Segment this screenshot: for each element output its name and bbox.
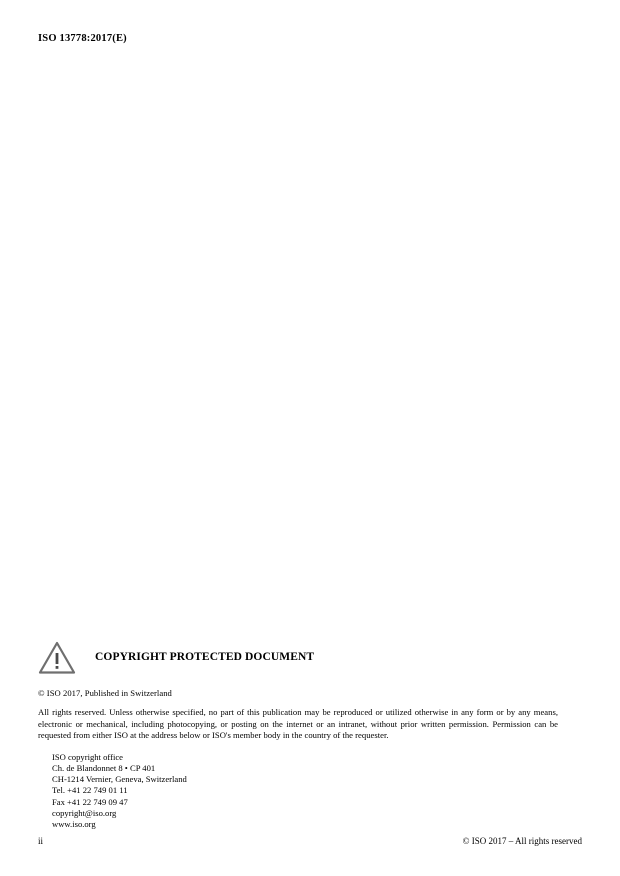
all-rights-reserved-paragraph: All rights reserved. Unless otherwise specified, no part of this publication may be reproduced or utilized otherwise in any form or by any means, electronic or mechanical, including photocopying, or posting on the internet or an intranet, without prior written permission. Permission can be requested from either ISO at the address below or ISO's member body in the country of the requester. bbox=[38, 707, 558, 741]
address-street: Ch. de Blandonnet 8 • CP 401 bbox=[52, 762, 156, 773]
footer-page-number: ii bbox=[38, 836, 44, 846]
standard-reference-header: ISO 13778:2017(E) bbox=[38, 33, 127, 44]
footer-rights-text: © ISO 2017 – All rights reserved bbox=[462, 836, 582, 846]
address-office: ISO copyright office bbox=[52, 751, 123, 762]
page-footer bbox=[38, 836, 582, 850]
copyright-protected-document-block bbox=[38, 640, 558, 830]
copyright-line: © ISO 2017, Published in Switzerland bbox=[38, 688, 172, 698]
iso-copyright-office-address bbox=[52, 752, 558, 830]
address-fax: Fax +41 22 749 09 47 bbox=[52, 796, 128, 807]
address-website: www.iso.org bbox=[52, 819, 96, 829]
copyright-protected-document-title: COPYRIGHT PROTECTED DOCUMENT bbox=[95, 651, 315, 663]
address-city: CH-1214 Vernier, Geneva, Switzerland bbox=[52, 774, 187, 785]
address-email: copyright@iso.org bbox=[52, 807, 117, 818]
copyright-title-row bbox=[38, 640, 558, 674]
address-tel: Tel. +41 22 749 01 11 bbox=[52, 785, 128, 796]
warning-triangle-icon bbox=[38, 641, 76, 674]
